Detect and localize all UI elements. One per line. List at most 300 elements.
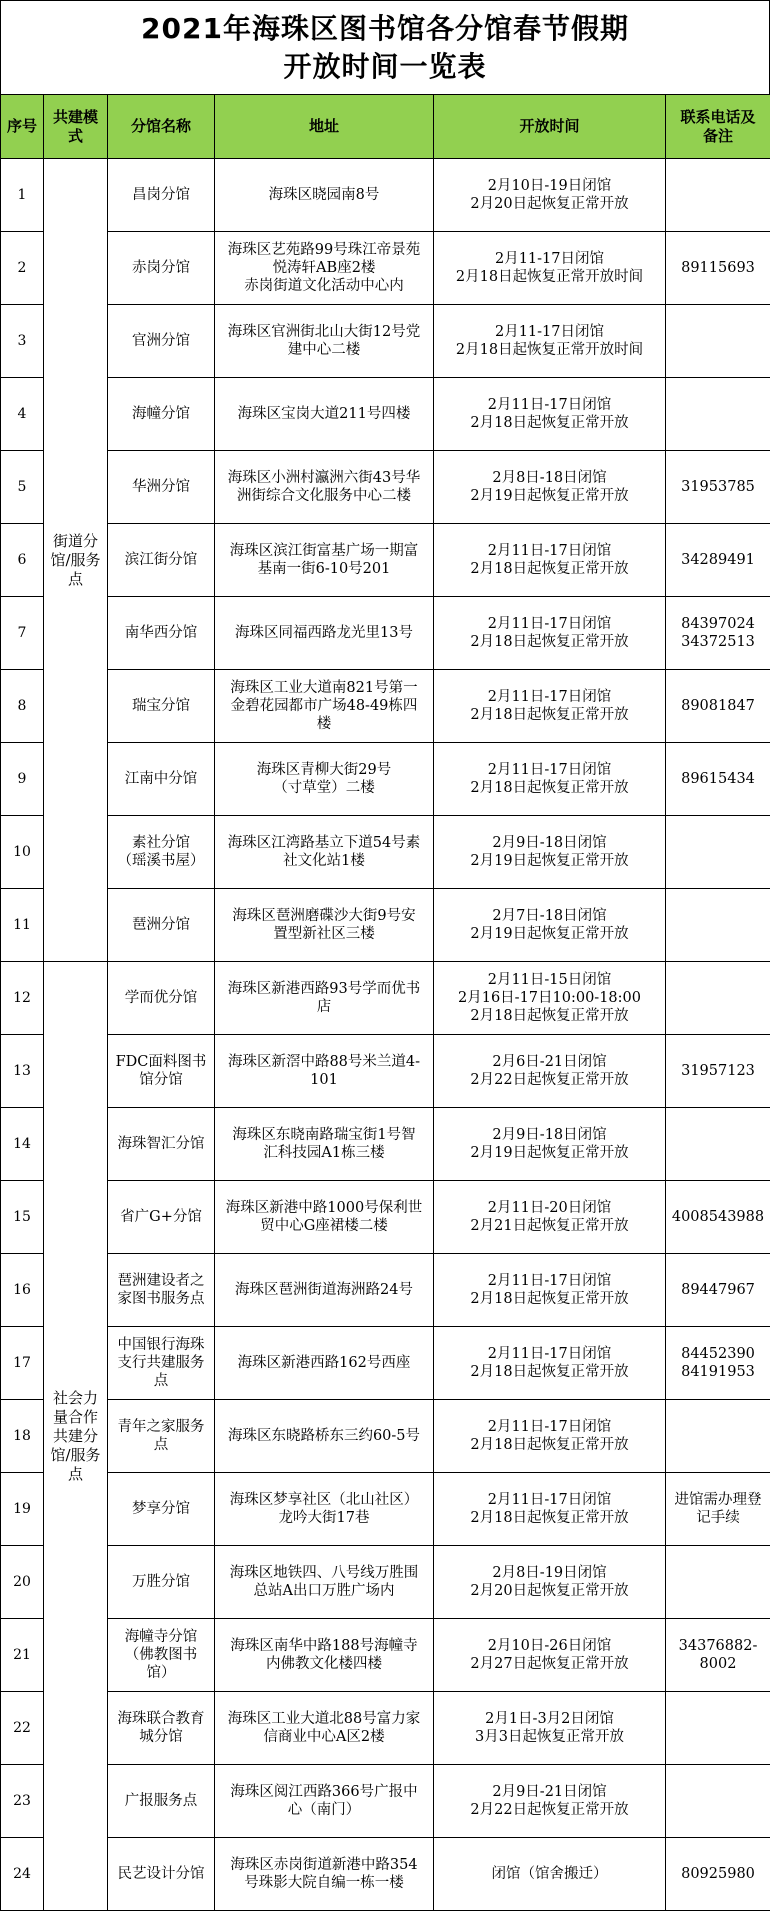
address-line: 海珠区新港西路162号西座 bbox=[237, 1355, 411, 1371]
hours-line: 2月22日起恢复正常开放 bbox=[470, 1072, 629, 1088]
contact-cell bbox=[666, 1400, 770, 1473]
hours-cell bbox=[434, 1765, 666, 1838]
table-row bbox=[1, 1546, 770, 1619]
hours-line: 2月10日-26日闭馆 bbox=[487, 1638, 612, 1654]
branch-name-cell bbox=[108, 451, 215, 524]
address-line: 海珠区赤岗街道新港中路354 bbox=[230, 1857, 418, 1873]
table-row bbox=[1, 524, 770, 597]
hours-cell bbox=[434, 232, 666, 305]
hours-line: 2月8日-18日闭馆 bbox=[492, 470, 607, 486]
contact-line: 89447967 bbox=[681, 1282, 755, 1298]
table-row bbox=[1, 1035, 770, 1108]
branch-name-line: 万胜分馆 bbox=[132, 1574, 190, 1590]
address-line: 赤岗街道文化活动中心内 bbox=[244, 278, 404, 294]
hours-cell bbox=[434, 1254, 666, 1327]
address-cell bbox=[215, 159, 434, 232]
contact-cell bbox=[666, 962, 770, 1035]
row-number: 18 bbox=[1, 1400, 44, 1473]
address-cell bbox=[215, 305, 434, 378]
hours-line: 2月22日起恢复正常开放 bbox=[470, 1802, 629, 1818]
address-line: 基南一街6-10号201 bbox=[257, 561, 391, 577]
branch-name-cell bbox=[108, 816, 215, 889]
contact-line: 84397024 bbox=[681, 616, 755, 632]
hours-line: 2月11-17日闭馆 bbox=[494, 324, 605, 340]
hours-line: 2月11日-15日闭馆 bbox=[487, 972, 612, 988]
address-line: 海珠区新港中路1000号保利世 bbox=[225, 1200, 423, 1216]
branch-name-line: 琶洲建设者之 bbox=[117, 1273, 205, 1289]
table-row bbox=[1, 1181, 770, 1254]
address-line: 内佛教文化楼四楼 bbox=[266, 1656, 382, 1672]
cooperation-mode-line: 馆/服务 bbox=[50, 1445, 101, 1464]
row-number: 11 bbox=[1, 889, 44, 962]
hours-cell bbox=[434, 1473, 666, 1546]
contact-line: 31953785 bbox=[681, 479, 755, 495]
branch-name-cell bbox=[108, 1473, 215, 1546]
cooperation-mode-line: 点 bbox=[67, 1464, 83, 1483]
branch-name-cell bbox=[108, 378, 215, 451]
address-cell bbox=[215, 1765, 434, 1838]
hours-line: 2月1日-3月2日闭馆 bbox=[485, 1711, 614, 1727]
table-row bbox=[1, 670, 770, 743]
address-cell bbox=[215, 1692, 434, 1765]
hours-cell bbox=[434, 889, 666, 962]
address-line: 总站A出口万胜广场内 bbox=[253, 1583, 395, 1599]
address-line: 心（南门） bbox=[287, 1802, 361, 1818]
contact-cell bbox=[666, 378, 770, 451]
address-line: 101 bbox=[310, 1072, 338, 1088]
address-cell bbox=[215, 597, 434, 670]
address-line: 贸中心G座裙楼二楼 bbox=[260, 1218, 388, 1234]
cooperation-mode-cell bbox=[44, 962, 108, 1911]
hours-cell bbox=[434, 597, 666, 670]
contact-line: 记手续 bbox=[696, 1510, 740, 1526]
title-line-1: 2021年海珠区图书馆各分馆春节假期 bbox=[141, 11, 629, 45]
hours-cell bbox=[434, 1838, 666, 1911]
address-line: 汇科技园A1栋三楼 bbox=[263, 1145, 385, 1161]
table-row bbox=[1, 816, 770, 889]
hours-line: 2月6日-21日闭馆 bbox=[492, 1054, 607, 1070]
header-branch-name: 分馆名称 bbox=[108, 95, 215, 159]
hours-line: 2月7日-18日闭馆 bbox=[492, 908, 607, 924]
contact-cell bbox=[666, 305, 770, 378]
branch-name-line: 青年之家服务 bbox=[117, 1419, 205, 1435]
branch-name-cell bbox=[108, 305, 215, 378]
contact-cell bbox=[666, 1035, 770, 1108]
branch-name-line: 梦享分馆 bbox=[132, 1501, 190, 1517]
address-line: 海珠区小洲村瀛洲六街43号华 bbox=[227, 470, 421, 486]
contact-line: 进馆需办理登 bbox=[674, 1492, 762, 1508]
cooperation-mode-line: 社会力 bbox=[52, 1388, 98, 1407]
table-row bbox=[1, 1619, 770, 1692]
hours-cell bbox=[434, 1546, 666, 1619]
branch-name-cell bbox=[108, 1254, 215, 1327]
hours-line: 2月21日起恢复正常开放 bbox=[470, 1218, 629, 1234]
contact-cell bbox=[666, 1692, 770, 1765]
address-line: 海珠区琶洲磨碟沙大街9号安 bbox=[232, 908, 416, 924]
address-cell bbox=[215, 1327, 434, 1400]
address-cell bbox=[215, 232, 434, 305]
row-number: 19 bbox=[1, 1473, 44, 1546]
contact-cell bbox=[666, 1838, 770, 1911]
branch-name-cell bbox=[108, 670, 215, 743]
address-line: 海珠区梦享社区（北山社区） bbox=[229, 1492, 419, 1508]
hours-line: 2月11日-17日闭馆 bbox=[487, 1492, 612, 1508]
address-line: 建中心二楼 bbox=[287, 342, 361, 358]
row-number: 9 bbox=[1, 743, 44, 816]
branch-name-cell bbox=[108, 1327, 215, 1400]
table-row bbox=[1, 232, 770, 305]
table-row bbox=[1, 1838, 770, 1911]
address-line: 海珠区同福西路龙光里13号 bbox=[235, 625, 413, 641]
branch-name-line: 海珠联合教育 bbox=[117, 1711, 205, 1727]
address-cell bbox=[215, 1254, 434, 1327]
address-cell bbox=[215, 1108, 434, 1181]
branch-name-cell bbox=[108, 1546, 215, 1619]
branch-name-cell bbox=[108, 1108, 215, 1181]
address-line: 海珠区晓园南8号 bbox=[268, 187, 380, 203]
hours-cell bbox=[434, 1400, 666, 1473]
hours-line: 2月11日-17日闭馆 bbox=[487, 689, 612, 705]
contact-cell bbox=[666, 451, 770, 524]
hours-line: 2月11-17日闭馆 bbox=[494, 251, 605, 267]
contact-cell bbox=[666, 1619, 770, 1692]
hours-line: 2月20日起恢复正常开放 bbox=[470, 196, 629, 212]
contact-cell bbox=[666, 1108, 770, 1181]
hours-line: 2月18日起恢复正常开放 bbox=[470, 1437, 629, 1453]
table-row bbox=[1, 743, 770, 816]
contact-line: 4008543988 bbox=[671, 1209, 765, 1225]
branch-name-line: 民艺设计分馆 bbox=[117, 1866, 205, 1882]
row-number: 23 bbox=[1, 1765, 44, 1838]
address-line: 海珠区官洲街北山大街12号党 bbox=[227, 324, 421, 340]
address-line: 海珠区东晓南路瑞宝街1号智 bbox=[232, 1127, 416, 1143]
contact-cell bbox=[666, 524, 770, 597]
hours-line: 2月9日-18日闭馆 bbox=[492, 1127, 607, 1143]
address-line: 海珠区江湾路基立下道54号素 bbox=[227, 835, 421, 851]
branch-name-cell bbox=[108, 232, 215, 305]
address-line: 号珠影大院自编一栋一楼 bbox=[244, 1875, 404, 1891]
address-line: 海珠区新滘中路88号米兰道4- bbox=[227, 1054, 421, 1070]
table-row bbox=[1, 378, 770, 451]
branch-name-cell bbox=[108, 597, 215, 670]
contact-line: 84191953 bbox=[681, 1364, 755, 1380]
contact-cell bbox=[666, 1327, 770, 1400]
branch-name-cell bbox=[108, 962, 215, 1035]
hours-line: 2月11日-17日闭馆 bbox=[487, 616, 612, 632]
contact-cell bbox=[666, 889, 770, 962]
table-row bbox=[1, 1692, 770, 1765]
hours-line: 2月9日-21日闭馆 bbox=[492, 1784, 607, 1800]
address-line: 海珠区南华中路188号海幢寺 bbox=[230, 1638, 418, 1654]
contact-cell bbox=[666, 743, 770, 816]
contact-line: 34289491 bbox=[681, 552, 755, 568]
row-number: 24 bbox=[1, 1838, 44, 1911]
contact-line: 8002 bbox=[699, 1656, 737, 1672]
contact-cell bbox=[666, 816, 770, 889]
branch-name-line: 支行共建服务 bbox=[117, 1355, 205, 1371]
hours-line: 2月19日起恢复正常开放 bbox=[470, 853, 629, 869]
hours-line: 2月18日起恢复正常开放时间 bbox=[455, 342, 644, 358]
hours-line: 2月20日起恢复正常开放 bbox=[470, 1583, 629, 1599]
hours-line: 2月9日-18日闭馆 bbox=[492, 835, 607, 851]
hours-cell bbox=[434, 451, 666, 524]
branch-name-line: 城分馆 bbox=[139, 1729, 183, 1745]
row-number: 16 bbox=[1, 1254, 44, 1327]
address-line: 海珠区阅江西路366号广报中 bbox=[230, 1784, 418, 1800]
branch-name-line: 海幢分馆 bbox=[132, 406, 190, 422]
address-cell bbox=[215, 378, 434, 451]
hours-line: 2月18日起恢复正常开放 bbox=[470, 1364, 629, 1380]
branch-name-cell bbox=[108, 1619, 215, 1692]
branch-name-line: 学而优分馆 bbox=[124, 990, 198, 1006]
address-cell bbox=[215, 670, 434, 743]
table-row bbox=[1, 597, 770, 670]
contact-line: 89081847 bbox=[681, 698, 755, 714]
row-number: 2 bbox=[1, 232, 44, 305]
row-number: 21 bbox=[1, 1619, 44, 1692]
table-row bbox=[1, 1254, 770, 1327]
hours-cell bbox=[434, 378, 666, 451]
hours-line: 2月18日起恢复正常开放 bbox=[470, 1008, 629, 1024]
hours-line: 闭馆（馆舍搬迁） bbox=[491, 1866, 608, 1882]
branch-name-line: 馆分馆 bbox=[139, 1072, 183, 1088]
branch-name-line: （佛教图书 bbox=[124, 1647, 198, 1663]
address-line: 金碧花园都市广场48-49栋四 bbox=[230, 698, 418, 714]
branch-name-line: 昌岗分馆 bbox=[132, 187, 190, 203]
address-line: 龙吟大街17巷 bbox=[278, 1510, 370, 1526]
hours-cell bbox=[434, 743, 666, 816]
row-number: 4 bbox=[1, 378, 44, 451]
branch-name-cell bbox=[108, 524, 215, 597]
address-cell bbox=[215, 1035, 434, 1108]
hours-line: 2月8日-19日闭馆 bbox=[492, 1565, 607, 1581]
branch-name-cell bbox=[108, 743, 215, 816]
table-header-row bbox=[1, 95, 770, 159]
address-cell bbox=[215, 1546, 434, 1619]
contact-cell bbox=[666, 1546, 770, 1619]
contact-line: 34372513 bbox=[681, 634, 755, 650]
hours-line: 2月11日-17日闭馆 bbox=[487, 1346, 612, 1362]
address-line: 海珠区工业大道北88号富力家 bbox=[227, 1711, 421, 1727]
address-line: 海珠区宝岗大道211号四楼 bbox=[237, 406, 411, 422]
cooperation-mode-line: 共建分 bbox=[52, 1426, 98, 1445]
branch-name-line: 海幢寺分馆 bbox=[124, 1629, 198, 1645]
address-line: （寸草堂）二楼 bbox=[273, 780, 375, 796]
branch-name-cell bbox=[108, 1400, 215, 1473]
hours-line: 2月11日-17日闭馆 bbox=[487, 397, 612, 413]
title-line-2: 开放时间一览表 bbox=[283, 49, 487, 83]
address-line: 海珠区工业大道南821号第一 bbox=[230, 680, 418, 696]
branch-name-cell bbox=[108, 1765, 215, 1838]
address-cell bbox=[215, 524, 434, 597]
header-address: 地址 bbox=[215, 95, 434, 159]
row-number: 17 bbox=[1, 1327, 44, 1400]
table-row bbox=[1, 889, 770, 962]
row-number: 8 bbox=[1, 670, 44, 743]
row-number: 12 bbox=[1, 962, 44, 1035]
hours-cell bbox=[434, 1692, 666, 1765]
hours-line: 2月18日起恢复正常开放 bbox=[470, 634, 629, 650]
contact-cell bbox=[666, 1181, 770, 1254]
header-mode: 共建模式 bbox=[44, 95, 108, 159]
hours-line: 3月3日起恢复正常开放 bbox=[475, 1729, 624, 1745]
row-number: 3 bbox=[1, 305, 44, 378]
row-number: 1 bbox=[1, 159, 44, 232]
table-row bbox=[1, 1108, 770, 1181]
table-row bbox=[1, 962, 770, 1035]
address-line: 海珠区东晓路桥东三约60-5号 bbox=[227, 1428, 421, 1444]
address-line: 置型新社区三楼 bbox=[273, 926, 375, 942]
branch-name-line: 滨江街分馆 bbox=[124, 552, 198, 568]
branch-name-line: 官洲分馆 bbox=[132, 333, 190, 349]
hours-line: 2月18日起恢复正常开放 bbox=[470, 707, 629, 723]
hours-line: 2月11日-17日闭馆 bbox=[487, 1273, 612, 1289]
address-line: 洲街综合文化服务中心二楼 bbox=[237, 488, 411, 504]
cooperation-mode-cell bbox=[44, 159, 108, 962]
branch-name-line: （瑶溪书屋） bbox=[117, 853, 205, 869]
hours-line: 2月16日-17日10:00-18:00 bbox=[458, 990, 641, 1006]
row-number: 5 bbox=[1, 451, 44, 524]
cooperation-mode-line: 量合作 bbox=[52, 1407, 98, 1426]
hours-cell bbox=[434, 305, 666, 378]
address-line: 店 bbox=[316, 999, 332, 1015]
branch-name-cell bbox=[108, 1838, 215, 1911]
branch-name-line: FDC面料图书 bbox=[115, 1054, 207, 1070]
row-number: 13 bbox=[1, 1035, 44, 1108]
address-line: 悦涛轩AB座2楼 bbox=[272, 260, 376, 276]
hours-cell bbox=[434, 1619, 666, 1692]
header-hours: 开放时间 bbox=[434, 95, 666, 159]
hours-cell bbox=[434, 816, 666, 889]
hours-cell bbox=[434, 1181, 666, 1254]
branch-schedule-table bbox=[0, 94, 770, 1911]
row-number: 6 bbox=[1, 524, 44, 597]
address-cell bbox=[215, 1838, 434, 1911]
address-line: 信商业中心A区2楼 bbox=[263, 1729, 385, 1745]
branch-name-line: 赤岗分馆 bbox=[132, 260, 190, 276]
branch-name-line: 江南中分馆 bbox=[124, 771, 198, 787]
branch-name-line: 点 bbox=[153, 1373, 169, 1389]
address-cell bbox=[215, 1181, 434, 1254]
row-number: 15 bbox=[1, 1181, 44, 1254]
hours-cell bbox=[434, 962, 666, 1035]
document-title bbox=[0, 0, 770, 94]
table-row bbox=[1, 1765, 770, 1838]
contact-line: 31957123 bbox=[681, 1063, 755, 1079]
address-line: 海珠区滨江街富基广场一期富 bbox=[229, 543, 419, 559]
hours-line: 2月18日起恢复正常开放 bbox=[470, 415, 629, 431]
table-row bbox=[1, 305, 770, 378]
row-number: 10 bbox=[1, 816, 44, 889]
branch-name-line: 馆） bbox=[146, 1665, 176, 1681]
hours-line: 2月19日起恢复正常开放 bbox=[470, 1145, 629, 1161]
header-no: 序号 bbox=[1, 95, 44, 159]
address-cell bbox=[215, 1473, 434, 1546]
address-line: 海珠区地铁四、八号线万胜围 bbox=[229, 1565, 419, 1581]
contact-line: 34376882- bbox=[678, 1638, 758, 1654]
row-number: 14 bbox=[1, 1108, 44, 1181]
address-cell bbox=[215, 962, 434, 1035]
hours-line: 2月27日起恢复正常开放 bbox=[470, 1656, 629, 1672]
address-line: 海珠区新港西路93号学而优书 bbox=[227, 981, 421, 997]
contact-cell bbox=[666, 1473, 770, 1546]
contact-line: 89115693 bbox=[681, 260, 755, 276]
address-line: 楼 bbox=[316, 716, 332, 732]
address-cell bbox=[215, 816, 434, 889]
branch-name-line: 省广G+分馆 bbox=[120, 1209, 202, 1225]
address-cell bbox=[215, 451, 434, 524]
branch-name-line: 中国银行海珠 bbox=[117, 1337, 205, 1353]
hours-cell bbox=[434, 159, 666, 232]
branch-name-line: 瑞宝分馆 bbox=[132, 698, 190, 714]
address-line: 海珠区艺苑路99号珠江帝景苑 bbox=[227, 242, 421, 258]
contact-line: 89615434 bbox=[681, 771, 755, 787]
branch-name-line: 海珠智汇分馆 bbox=[117, 1136, 205, 1152]
hours-line: 2月11日-17日闭馆 bbox=[487, 1419, 612, 1435]
hours-line: 2月18日起恢复正常开放 bbox=[470, 1510, 629, 1526]
cooperation-mode-line: 街道分 bbox=[52, 531, 98, 550]
branch-name-line: 南华西分馆 bbox=[124, 625, 198, 641]
address-cell bbox=[215, 743, 434, 816]
address-cell bbox=[215, 1619, 434, 1692]
branch-name-line: 琶洲分馆 bbox=[132, 917, 190, 933]
table-row bbox=[1, 451, 770, 524]
hours-line: 2月11日-17日闭馆 bbox=[487, 543, 612, 559]
branch-name-line: 广报服务点 bbox=[124, 1793, 198, 1809]
branch-name-cell bbox=[108, 1692, 215, 1765]
contact-cell bbox=[666, 159, 770, 232]
hours-cell bbox=[434, 1035, 666, 1108]
cooperation-mode-line: 馆/服务 bbox=[50, 550, 101, 569]
hours-cell bbox=[434, 1108, 666, 1181]
header-contact: 联系电话及备注 bbox=[666, 95, 770, 159]
contact-cell bbox=[666, 1765, 770, 1838]
contact-cell bbox=[666, 597, 770, 670]
hours-cell bbox=[434, 524, 666, 597]
table-row bbox=[1, 1473, 770, 1546]
table-row bbox=[1, 159, 770, 232]
contact-cell bbox=[666, 670, 770, 743]
branch-name-cell bbox=[108, 889, 215, 962]
table-row bbox=[1, 1327, 770, 1400]
contact-line: 84452390 bbox=[681, 1346, 755, 1362]
hours-line: 2月18日起恢复正常开放 bbox=[470, 561, 629, 577]
branch-name-line: 素社分馆 bbox=[132, 835, 190, 851]
hours-line: 2月18日起恢复正常开放 bbox=[470, 780, 629, 796]
cooperation-mode-line: 点 bbox=[67, 569, 83, 588]
branch-name-line: 华洲分馆 bbox=[132, 479, 190, 495]
table-row bbox=[1, 1400, 770, 1473]
hours-cell bbox=[434, 1327, 666, 1400]
hours-line: 2月18日起恢复正常开放 bbox=[470, 1291, 629, 1307]
hours-line: 2月19日起恢复正常开放 bbox=[470, 488, 629, 504]
hours-line: 2月18日起恢复正常开放时间 bbox=[455, 269, 644, 285]
hours-line: 2月11日-17日闭馆 bbox=[487, 762, 612, 778]
branch-name-cell bbox=[108, 1181, 215, 1254]
hours-line: 2月10日-19日闭馆 bbox=[487, 178, 612, 194]
row-number: 22 bbox=[1, 1692, 44, 1765]
contact-cell bbox=[666, 1254, 770, 1327]
hours-cell bbox=[434, 670, 666, 743]
contact-line: 80925980 bbox=[681, 1866, 755, 1882]
address-line: 社文化站1楼 bbox=[283, 853, 365, 869]
row-number: 20 bbox=[1, 1546, 44, 1619]
row-number: 7 bbox=[1, 597, 44, 670]
branch-name-line: 家图书服务点 bbox=[117, 1291, 205, 1307]
hours-line: 2月11日-20日闭馆 bbox=[487, 1200, 612, 1216]
address-cell bbox=[215, 889, 434, 962]
address-line: 海珠区琶洲街道海洲路24号 bbox=[235, 1282, 413, 1298]
